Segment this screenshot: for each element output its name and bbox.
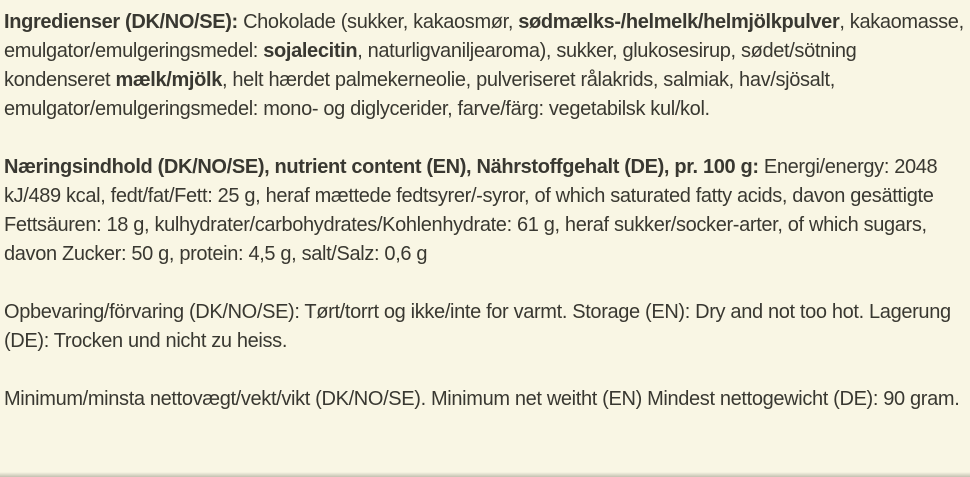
text-segment: , kakaomasse, emulgator/emulgeringsmedel: (4, 11, 964, 62)
bold-text-segment: sødmælks-/helmelk/helmjölkpulver (518, 11, 840, 33)
text-segment: Opbevaring/förvaring (DK/NO/SE): Tørt/torrt og ikke/inte for varmt. Storage (EN): Dry and not too hot. Lagerung (DE): Trocken und nicht zu heiss. (4, 301, 951, 352)
paragraph-storage (4, 298, 966, 356)
text-segment: Minimum/minsta nettovægt/vekt/vikt (DK/NO/SE). Minimum net weitht (EN) Mindest nettogewicht (DE): 90 gram. (4, 388, 960, 410)
bold-text-segment: sojalecitin (263, 40, 358, 62)
paragraph-net-weight (4, 385, 966, 414)
photo-bottom-edge-shadow (0, 472, 970, 477)
paragraph-nutrition (4, 153, 966, 269)
bold-text-segment: mælk/mjölk (115, 69, 222, 91)
paragraph-ingredients (4, 8, 966, 124)
text-segment: Chokolade (sukker, kakaosmør, (237, 11, 519, 33)
text-segment: , helt hærdet palmekerneolie, pulveriseret rålakrids, salmiak, hav/sjösalt, emulgator/emulgeringsmedel: mono- og diglycerider, farve/färg: vegetabilsk kul/kol. (4, 69, 835, 120)
bold-text-segment: Næringsindhold (DK/NO/SE), nutrient content (EN), Nährstoffgehalt (DE), pr. 100 g: (4, 156, 759, 178)
text-segment: , naturligvaniljearoma), sukker, glukosesirup, sødet/sötning kondenseret (4, 40, 857, 91)
bold-text-segment: Ingredienser (DK/NO/SE): (4, 11, 238, 33)
text-segment: Energi/energy: 2048 kJ/489 kcal, fedt/fat/Fett: 25 g, heraf mættede fedtsyrer/-syror, of which saturated fatty acids, davon gesättigte Fettsäuren: 18 g, kulhydrater/carbohydrates/Kohlenhydrate: 61 g, heraf sukker/socker-arter, of which sugars, davon Zucker: 50 g, protein: 4,5 g, salt/Salz: 0,6 g (4, 156, 938, 265)
